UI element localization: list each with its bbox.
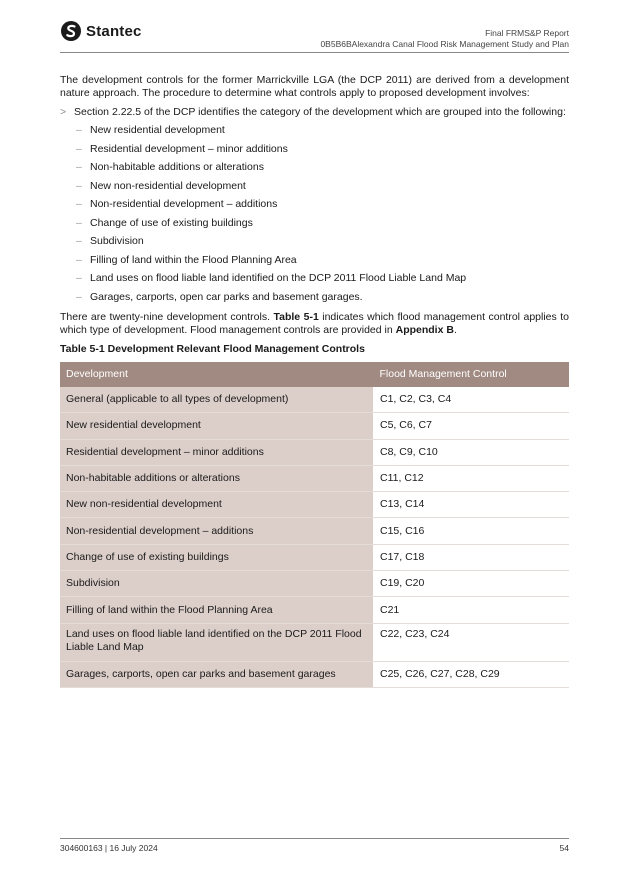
list-item-text: New residential development	[90, 124, 225, 136]
control-cell: C22, C23, C24	[374, 623, 570, 661]
list-item-text: Non-residential development – additions	[90, 198, 278, 210]
list-item	[60, 180, 569, 199]
footer-divider	[60, 838, 569, 839]
list-item	[60, 291, 569, 310]
page-number: 54	[559, 843, 569, 853]
bullet-text: Section 2.22.5 of the DCP identifies the category of the development which are grouped into the following:	[74, 106, 566, 118]
development-cell: Non-residential development – additions	[60, 518, 374, 544]
stantec-logo	[60, 20, 142, 42]
development-cell: New residential development	[60, 413, 374, 439]
column-header-control: Flood Management Control	[374, 362, 570, 387]
control-cell: C17, C18	[374, 544, 570, 570]
document-info	[320, 28, 569, 50]
control-cell: C5, C6, C7	[374, 413, 570, 439]
dash-marker: –	[76, 198, 82, 210]
header-divider	[60, 52, 569, 53]
para-text-middle: indicates which flood management control applies to which type of development. Flood management controls are provided in	[60, 311, 569, 336]
list-item-text: Filling of land within the Flood Planning Area	[90, 253, 297, 266]
dash-marker: –	[76, 235, 82, 247]
list-item-text: New non-residential development	[90, 179, 246, 192]
list-item-text: Non-habitable additions or alterations	[90, 161, 264, 173]
list-item-text: Subdivision	[90, 235, 144, 247]
list-item-text: Garages, carports, open car parks and basement garages.	[90, 290, 363, 303]
development-cell: New non-residential development	[60, 492, 374, 518]
control-cell: C1, C2, C3, C4	[374, 387, 570, 413]
page-content	[60, 74, 569, 688]
list-item	[60, 217, 569, 236]
dash-marker: –	[76, 179, 82, 192]
page-header	[60, 18, 569, 52]
dash-marker: –	[76, 272, 82, 284]
bullet-item	[60, 106, 569, 119]
table-row	[60, 661, 569, 687]
control-cell: C8, C9, C10	[374, 439, 570, 465]
dash-marker: –	[76, 142, 82, 155]
table-row	[60, 623, 569, 661]
intro-paragraph: The development controls for the former Marrickville LGA (the DCP 2011) are derived from a development nature approach. The procedure to determine what controls apply to proposed development involves:	[60, 74, 569, 99]
table-row	[60, 439, 569, 465]
footer-reference: 304600163 | 16 July 2024	[60, 843, 158, 853]
development-category-list	[60, 124, 569, 309]
development-cell: General (applicable to all types of development)	[60, 387, 374, 413]
bullet-marker: >	[60, 106, 67, 118]
controls-paragraph	[60, 311, 569, 337]
dash-marker: –	[76, 161, 82, 173]
control-cell: C13, C14	[374, 492, 570, 518]
development-cell: Garages, carports, open car parks and basement garages	[60, 661, 374, 687]
list-item	[60, 254, 569, 273]
report-subtitle: 0B5B6BAlexandra Canal Flood Risk Management Study and Plan	[320, 39, 569, 49]
list-item-text: Change of use of existing buildings	[90, 216, 253, 229]
control-cell: C25, C26, C27, C28, C29	[374, 661, 570, 687]
development-cell: Change of use of existing buildings	[60, 544, 374, 570]
flood-controls-table	[60, 362, 569, 688]
list-item	[60, 198, 569, 217]
table-row	[60, 492, 569, 518]
development-cell: Land uses on flood liable land identified on the DCP 2011 Flood Liable Land Map	[60, 623, 374, 661]
para-text-end: .	[453, 324, 457, 336]
para-text-start: There are twenty-nine development controls.	[60, 311, 274, 323]
list-item	[60, 235, 569, 254]
list-item	[60, 272, 569, 291]
dash-marker: –	[76, 124, 82, 136]
development-cell: Subdivision	[60, 571, 374, 597]
control-cell: C15, C16	[374, 518, 570, 544]
table-row	[60, 518, 569, 544]
table-caption: Table 5-1 Development Relevant Flood Management Controls	[60, 343, 365, 355]
table-row	[60, 387, 569, 413]
list-item-text: Land uses on flood liable land identified on the DCP 2011 Flood Liable Land Map	[90, 272, 467, 284]
table-row	[60, 465, 569, 491]
table-row	[60, 413, 569, 439]
table-row	[60, 571, 569, 597]
list-item	[60, 124, 569, 143]
development-cell: Non-habitable additions or alterations	[60, 465, 374, 491]
control-cell: C11, C12	[374, 465, 570, 491]
list-item	[60, 143, 569, 162]
stantec-logo-icon	[60, 20, 82, 42]
table-row	[60, 544, 569, 570]
logo-text: Stantec	[86, 22, 142, 40]
appendix-reference: Appendix B	[395, 324, 454, 336]
dash-marker: –	[76, 253, 82, 266]
dash-marker: –	[76, 216, 82, 229]
column-header-development: Development	[60, 362, 374, 387]
list-item-text: Residential development – minor additions	[90, 142, 288, 155]
control-cell: C21	[374, 597, 570, 623]
table-header-row	[60, 362, 569, 387]
development-cell: Filling of land within the Flood Planning Area	[60, 597, 374, 623]
list-item	[60, 161, 569, 180]
report-title: Final FRMS&P Report	[485, 28, 569, 38]
table-row	[60, 597, 569, 623]
dash-marker: –	[76, 290, 82, 303]
table-reference: Table 5-1	[273, 311, 319, 323]
control-cell: C19, C20	[374, 571, 570, 597]
development-cell: Residential development – minor additions	[60, 439, 374, 465]
